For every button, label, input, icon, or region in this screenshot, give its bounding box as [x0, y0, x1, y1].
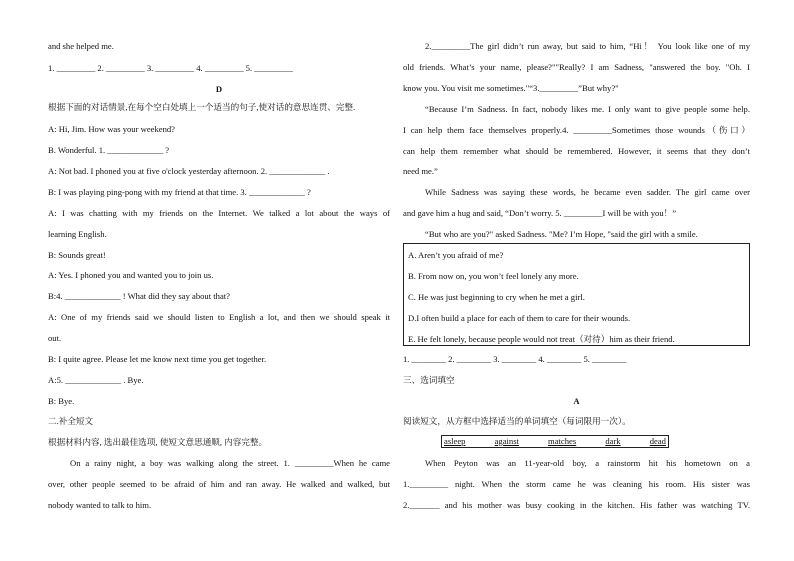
dialogue-line: A: I was chatting with my friends on the Internet. We talked a lot about the ways of — [48, 208, 390, 218]
dialogue-line: out. — [48, 333, 62, 343]
option-e: E. He felt lonely, because people would not treat（对待）him as their friend. — [408, 334, 675, 344]
section-title: 三、选词填空 — [403, 375, 455, 385]
word-bank-item: against — [494, 436, 519, 446]
passage-line: When Peyton was an 11-year-old boy, a rainstorm hit his hometown on a — [425, 458, 750, 468]
word-bank-box — [441, 435, 669, 448]
passage-line: 2._________The girl didn’t run away, but said to him, “Hi！ You look like one of my — [425, 41, 750, 51]
dialogue-line: B. Wonderful. 1. _____________ ? — [48, 145, 170, 155]
section-title: 二.补全短文 — [48, 416, 94, 426]
instruction-line: 根据材料内容, 选出最佳选项, 使短文意思通顺, 内容完整。 — [48, 437, 268, 447]
passage-line: 1._________ night. When the storm came he was cleaning his room. His sister was — [403, 479, 750, 489]
passage-line: over, other people seemed to be afraid of him and ran away. He walked and walked, but — [48, 479, 390, 489]
option-c: C. He was just beginning to cry when he met a girl. — [408, 292, 585, 302]
passage-line: On a rainy night, a boy was walking along the street. 1. _________When he came — [70, 458, 390, 468]
dialogue-line: B: Sounds great! — [48, 250, 106, 260]
options-box — [403, 243, 750, 346]
word-bank-item: asleep — [444, 436, 466, 446]
option-a: A. Aren’t you afraid of me? — [408, 250, 504, 260]
dialogue-line: A: Hi, Jim. How was your weekend? — [48, 124, 175, 134]
passage-line: old friends. What’s your name, please?""Really? I am Sadness, "answered the boy. "Oh. I — [403, 62, 750, 72]
word-bank-item: matches — [548, 436, 577, 446]
passage-line: know you. You visit me sometimes."“3._________”But why?" — [403, 83, 619, 93]
dialogue-line: A: One of my friends said we should listen to English a lot, and then we should speak it — [48, 312, 390, 322]
dialogue-line: learning English. — [48, 229, 107, 239]
option-d: D.I often build a place for each of them to care for their wounds. — [408, 313, 631, 323]
dialogue-line: A: Not bad. I phoned you at five o'clock yesterday afternoon. 2. _____________ . — [48, 166, 330, 176]
dialogue-line: A: Yes. I phoned you and wanted you to join us. — [48, 270, 214, 280]
option-b: B. From now on, you won’t feel lonely any more. — [408, 271, 579, 281]
section-heading-a: A — [573, 396, 580, 406]
dialogue-line: B: I was playing ping-pong with my friend at that time. 3. _____________ ? — [48, 187, 311, 197]
word-bank-item: dead — [649, 436, 666, 446]
instruction-line: 根据下面的对话情景,在每个空白处填上一个适当的句子,使对话的意思连贯、完整. — [48, 102, 356, 112]
word-bank-item: dark — [605, 436, 621, 446]
passage-line: “Because I’m Sadness. In fact, nobody likes me. I only want to give people some help. — [425, 104, 750, 114]
passage-line: nobody wanted to talk to him. — [48, 500, 152, 510]
passage-line: need me.” — [403, 166, 438, 176]
passage-line: While Sadness was saying these words, he became even sadder. The girl came over — [425, 187, 750, 197]
instruction-line: 阅读短文，从方框中选择适当的单词填空（每词限用一次）。 — [403, 416, 631, 426]
section-heading-d: D — [215, 84, 223, 94]
passage-line: can help them remember what should be remembered. However, it seems that they don’t — [403, 146, 750, 156]
dialogue-line: B: I quite agree. Please let me know next time you get together. — [48, 354, 267, 364]
dialogue-line: B: Bye. — [48, 396, 75, 406]
dialogue-line: B:4. _____________ ! What did they say about that? — [48, 291, 230, 301]
answer-blanks-line: 1. ________ 2. ________ 3. ________ 4. ________ 5. ________ — [403, 354, 627, 364]
passage-line: and gave him a hug and said, “Don’t worry. 5. _________I will be with you！” — [403, 208, 677, 218]
dialogue-line: A:5. _____________ . Bye. — [48, 375, 144, 385]
text-line: and she helped me. — [48, 41, 114, 51]
answer-blanks-line: 1. _________ 2. _________ 3. _________ 4. _________ 5. _________ — [48, 63, 293, 73]
passage-line: I can help them face themselves properly.4. _________Sometimes those wounds（伤口） — [403, 125, 750, 135]
passage-line: “But who are you?" asked Sadness. "Me? I’m Hope, "said the girl with a smile. — [425, 229, 698, 239]
passage-line: 2._______ and his mother was busy cooking in the kitchen. His father was watching TV. — [403, 500, 750, 510]
